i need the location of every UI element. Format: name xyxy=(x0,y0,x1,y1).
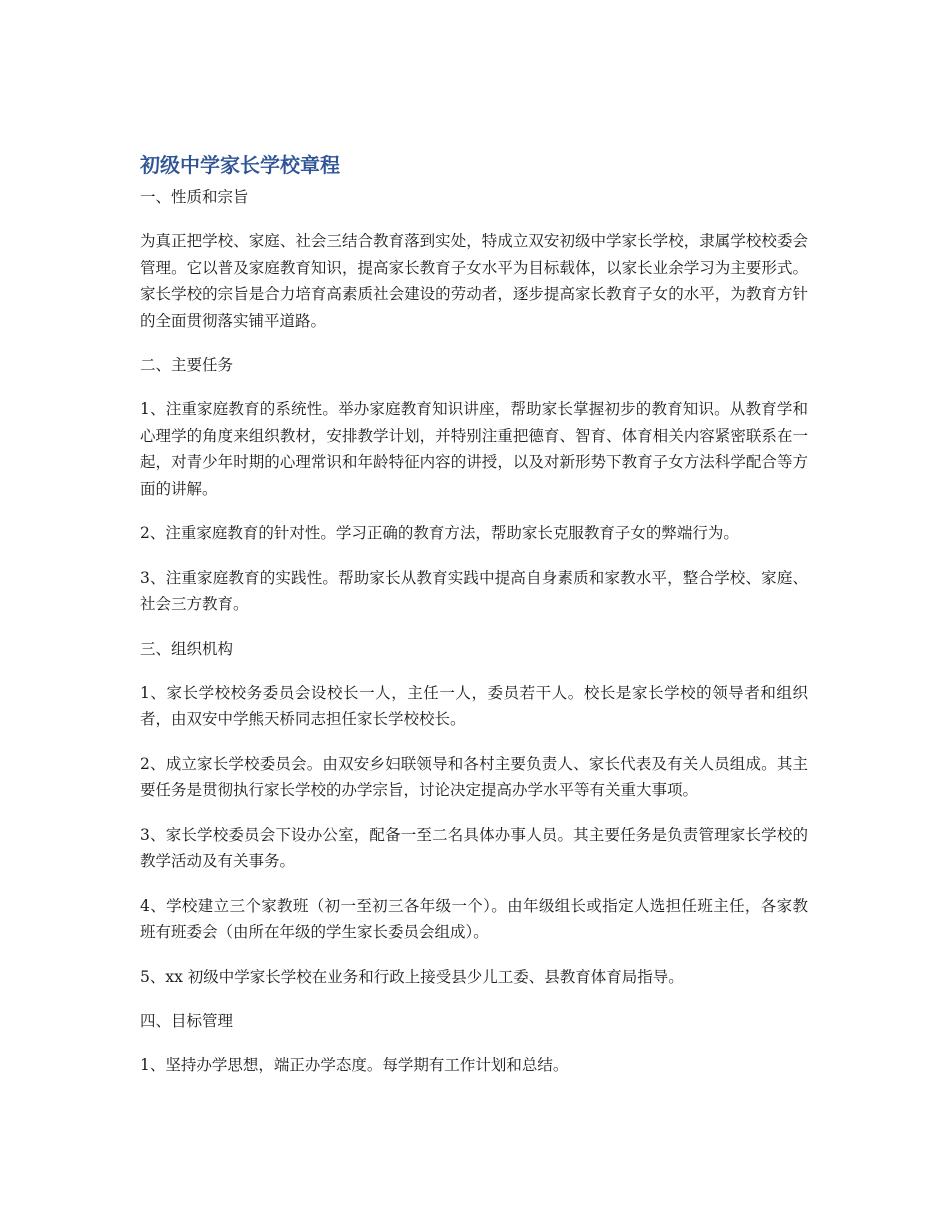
paragraph-task-3: 3、注重家庭教育的实践性。帮助家长从教育实践中提高自身素质和家教水平，整合学校、家庭、社会三方教育。 xyxy=(140,568,808,613)
paragraph-org-4: 4、学校建立三个家教班（初一至初三各年级一个）。由年级组长或指定人选担任班主任，各家教班有班委会（由所在年级的学生家长委员会组成）。 xyxy=(140,896,808,941)
paragraph-org-5: 5、xx 初级中学家长学校在业务和行政上接受县少儿工委、县教育体育局指导。 xyxy=(140,967,684,986)
paragraph-task-1: 1、注重家庭教育的系统性。举办家庭教育知识讲座，帮助家长掌握初步的教育知识。从教育学和心理学的角度来组织教材，安排教学计划，并特别注重把德育、智育、体育相关内容紧密联系在一起，对青少年时期的心理常识和年龄特征内容的讲授，以及对新形势下教育子女方法科学配合等方面的讲解。 xyxy=(140,400,808,498)
section-heading-2: 二、主要任务 xyxy=(140,356,234,374)
paragraph-org-3: 3、家长学校委员会下设办公室，配备一至二名具体办事人员。其主要任务是负责管理家长学校的教学活动及有关事务。 xyxy=(140,825,808,870)
paragraph-goal-1: 1、坚持办学思想，端正办学态度。每学期有工作计划和总结。 xyxy=(140,1056,569,1074)
document-page xyxy=(140,150,808,1097)
document-body xyxy=(140,184,808,1079)
paragraph-task-2: 2、注重家庭教育的针对性。学习正确的教育方法，帮助家长克服教育子女的弊端行为。 xyxy=(140,524,739,542)
paragraph-org-2: 2、成立家长学校委员会。由双安乡妇联领导和各村主要负责人、家长代表及有关人员组成。其主要任务是贯彻执行家长学校的办学宗旨，讨论决定提高办学水平等有关重大事项。 xyxy=(140,754,808,799)
section-heading-4: 四、目标管理 xyxy=(140,1012,234,1030)
section-heading-3: 三、组织机构 xyxy=(140,639,234,658)
document-title: 初级中学家长学校章程 xyxy=(140,153,340,177)
section-heading-1: 一、性质和宗旨 xyxy=(140,188,249,206)
paragraph-purpose: 为真正把学校、家庭、社会三结合教育落到实处，特成立双安初级中学家长学校，隶属学校校委会管理。它以普及家庭教育知识，提高家长教育子女水平为目标载体，以家长业余学习为主要形式。家长学校的宗旨是合力培育高素质社会建设的劳动者，逐步提高家长教育子女的水平，为教育方针的全面贯彻落实铺平道路。 xyxy=(140,232,808,330)
paragraph-org-1: 1、家长学校校务委员会设校长一人，主任一人，委员若干人。校长是家长学校的领导者和组织者，由双安中学熊天桥同志担任家长学校校长。 xyxy=(140,683,808,728)
